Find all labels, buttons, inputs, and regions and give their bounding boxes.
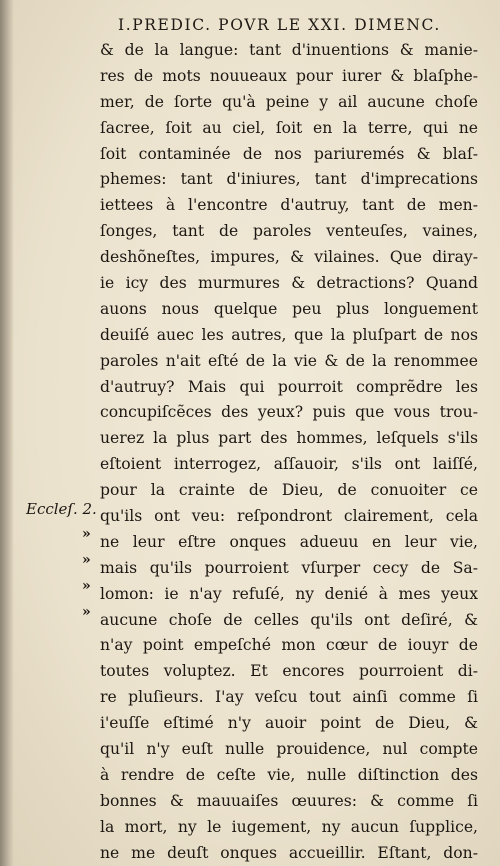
text-line: deuiſé auec les autres, que la pluſpart de nos bbox=[100, 325, 478, 344]
text-line: re pluſieurs. I'ay veſcu tout ainſi comme ſi bbox=[100, 688, 478, 707]
text-line: paroles n'ait eſté de la vie & de la renommee bbox=[100, 351, 478, 370]
text-line: phemes: tant d'iniures, tant d'imprecations bbox=[100, 170, 478, 189]
text-line: mais qu'ils pourroient vſurper cecy de Sa- bbox=[100, 558, 478, 577]
text-line: mer, de ſorte qu'à peine y ail aucune choſe bbox=[100, 92, 478, 111]
text-line: bonnes & mauuaiſes œuures: & comme ſi bbox=[100, 791, 478, 810]
text-line: uerez la plus part des hommes, leſquels s'ils bbox=[100, 429, 478, 448]
text-line: ie icy des murmures & detractions? Quand bbox=[100, 274, 478, 293]
text-line: ne me deuſt onques accueillir. Eſtant, don- bbox=[100, 843, 478, 862]
text-line: ne leur eſtre onques adueuu en leur vie, bbox=[100, 532, 478, 551]
text-line: ſacree, ſoit au ciel, ſoit en la terre, qui ne bbox=[100, 118, 478, 137]
margin-reference: Eccleſ. 2. bbox=[26, 500, 97, 518]
text-line: iettees à l'encontre d'autruy, tant de men- bbox=[100, 196, 478, 215]
quotation-mark: » bbox=[82, 552, 91, 568]
text-line: à rendre de ceſte vie, nulle diſtinction des bbox=[100, 765, 478, 784]
text-line: la mort, ny le iugement, ny aucun ſupplice, bbox=[100, 817, 478, 836]
body-text bbox=[100, 38, 478, 866]
text-line: aucune choſe de celles qu'ils ont deſiré, & bbox=[100, 610, 478, 629]
text-line: qu'ils ont veu: reſpondront clairement, cela bbox=[100, 507, 478, 526]
quotation-mark: » bbox=[82, 604, 91, 620]
text-line: ſoit contaminée de nos pariuremés & blaſ- bbox=[100, 144, 478, 163]
text-line: toutes voluptez. Et encores pourroient di- bbox=[100, 662, 478, 681]
quotation-mark: » bbox=[82, 578, 91, 594]
text-line: concupiſcẽces des yeux? puis que vous trou- bbox=[100, 403, 478, 422]
text-line: n'ay point empeſché mon cœur de iouyr de bbox=[100, 636, 478, 655]
text-line: eſtoient interrogez, aſſauoir, s'ils ont laiſſé, bbox=[100, 455, 478, 474]
text-line: pour la crainte de Dieu, de conuoiter ce bbox=[100, 481, 478, 500]
text-line: & de la langue: tant d'inuentions & manie- bbox=[100, 41, 478, 59]
text-line: lomon: ie n'ay refuſé, ny denié à mes yeux bbox=[100, 584, 478, 603]
page-gutter-shadow bbox=[0, 0, 14, 866]
text-line: i'euſſe eſtimé n'y auoir point de Dieu, & bbox=[100, 714, 478, 733]
running-head: I.PREDIC. POVR LE XXI. DIMENC. bbox=[118, 16, 441, 34]
quotation-mark: » bbox=[82, 526, 91, 542]
text-line: qu'il n'y euſt nulle prouidence, nul compte bbox=[100, 740, 478, 759]
text-line: deshõneſtes, impures, & vilaines. Que diray- bbox=[100, 248, 478, 267]
text-line: ſonges, tant de paroles venteuſes, vaines, bbox=[100, 222, 478, 241]
text-line: res de mots nouueaux pour iurer & blaſphe- bbox=[100, 66, 478, 85]
text-line: auons nous quelque peu plus longuement bbox=[100, 299, 478, 318]
text-line: d'autruy? Mais qui pourroit comprẽdre les bbox=[100, 377, 478, 396]
